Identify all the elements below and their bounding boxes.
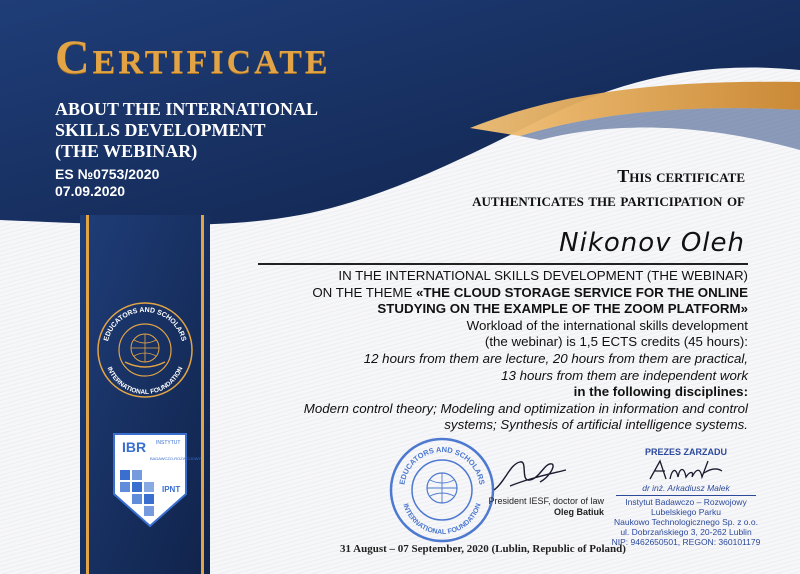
authentication-text: [472, 164, 745, 212]
iesf-logo-bottom-text: INTERNATIONAL FOUNDATION: [105, 365, 185, 397]
ibr-logo-text: BADAWCZO-ROZWOJOWY: [150, 456, 202, 461]
subtitle-line: SKILLS DEVELOPMENT: [55, 120, 266, 140]
institute-line: ul. Dobrzańskiego 3, 20-262 Lublin: [620, 527, 752, 537]
official-stamp: [388, 436, 496, 544]
disciplines-line: systems; Synthesis of artificial intelligence systems.: [444, 417, 748, 433]
disciplines-label: in the following disciplines:: [573, 384, 748, 400]
institute-line: Instytut Badawczo – Rozwojowy: [625, 497, 747, 507]
prezes-signature: [646, 457, 726, 483]
president-name: Oleg Batiuk: [553, 507, 604, 517]
certificate-subtitle: [55, 99, 318, 162]
body-line: IN THE INTERNATIONAL SKILLS DEVELOPMENT (THE WEBINAR): [338, 268, 748, 283]
iesf-logo: [95, 300, 195, 400]
ibr-logo: [110, 430, 202, 530]
certificate-body: [208, 268, 748, 434]
president-signature-block: [454, 496, 604, 518]
ibr-logo-sub: IPNT: [162, 485, 181, 494]
ibr-logo-text: INSTYTUT: [156, 440, 181, 446]
issue-date: 07.09.2020: [55, 183, 126, 199]
prezes-name: dr inż. Arkadiusz Malek: [642, 483, 730, 493]
body-line: (the webinar) is 1,5 ECTS credits (45 hours):: [484, 334, 748, 350]
president-signature: [490, 452, 570, 497]
auth-line: authenticates the participation of: [472, 190, 745, 210]
theme-title: «THE CLOUD STORAGE SERVICE FOR THE ONLINE: [416, 284, 748, 300]
institute-line: Lubelskiego Parku: [651, 507, 721, 517]
name-underline: [258, 263, 748, 265]
stamp-top-text: EDUCATORS AND SCHOLARS: [397, 444, 487, 486]
theme-title: STUDYING ON THE EXAMPLE OF THE ZOOM PLATFORM»: [377, 301, 748, 317]
prezes-title: PREZES ZARZADU: [644, 447, 727, 457]
registration-number: ES №0753/2020: [55, 166, 160, 182]
subtitle-line: ABOUT THE INTERNATIONAL: [55, 99, 319, 119]
body-line: Workload of the international skills development: [466, 317, 748, 333]
theme-prefix: ON THE THEME: [312, 284, 417, 300]
disciplines-line: Modern control theory; Modeling and optimization in information and control: [303, 400, 748, 416]
registration-block: [55, 166, 159, 200]
svg-text:INTERNATIONAL FOUNDATION: [106, 366, 185, 397]
institute-line: Naukowo Technologicznego Sp. z o.o.: [614, 517, 758, 527]
iesf-logo-top-text: EDUCATORS AND SCHOLARS: [103, 306, 187, 343]
auth-line: This certificate: [617, 166, 745, 186]
hours-line: 13 hours from them are independent work: [501, 367, 748, 383]
hours-line: 12 hours from them are lecture, 20 hours from them are practical,: [363, 350, 748, 366]
recipient-name: Nikonov Oleh: [559, 228, 745, 258]
ibr-logo-text: IBR: [122, 439, 147, 455]
subtitle-line: (THE WEBINAR): [55, 141, 198, 161]
stamp-bottom-text: INTERNATIONAL FOUNDATION: [401, 502, 483, 537]
president-title: President IESF, doctor of law: [488, 496, 604, 506]
institute-line: NIP: 9462650501, REGON: 360101179: [611, 537, 761, 547]
certificate-title: Certificate: [55, 31, 331, 84]
event-dates: 31 August – 07 September, 2020 (Lublin, Republic of Poland): [340, 543, 626, 555]
institute-stamp: [606, 447, 766, 547]
theme-line: [208, 285, 748, 302]
